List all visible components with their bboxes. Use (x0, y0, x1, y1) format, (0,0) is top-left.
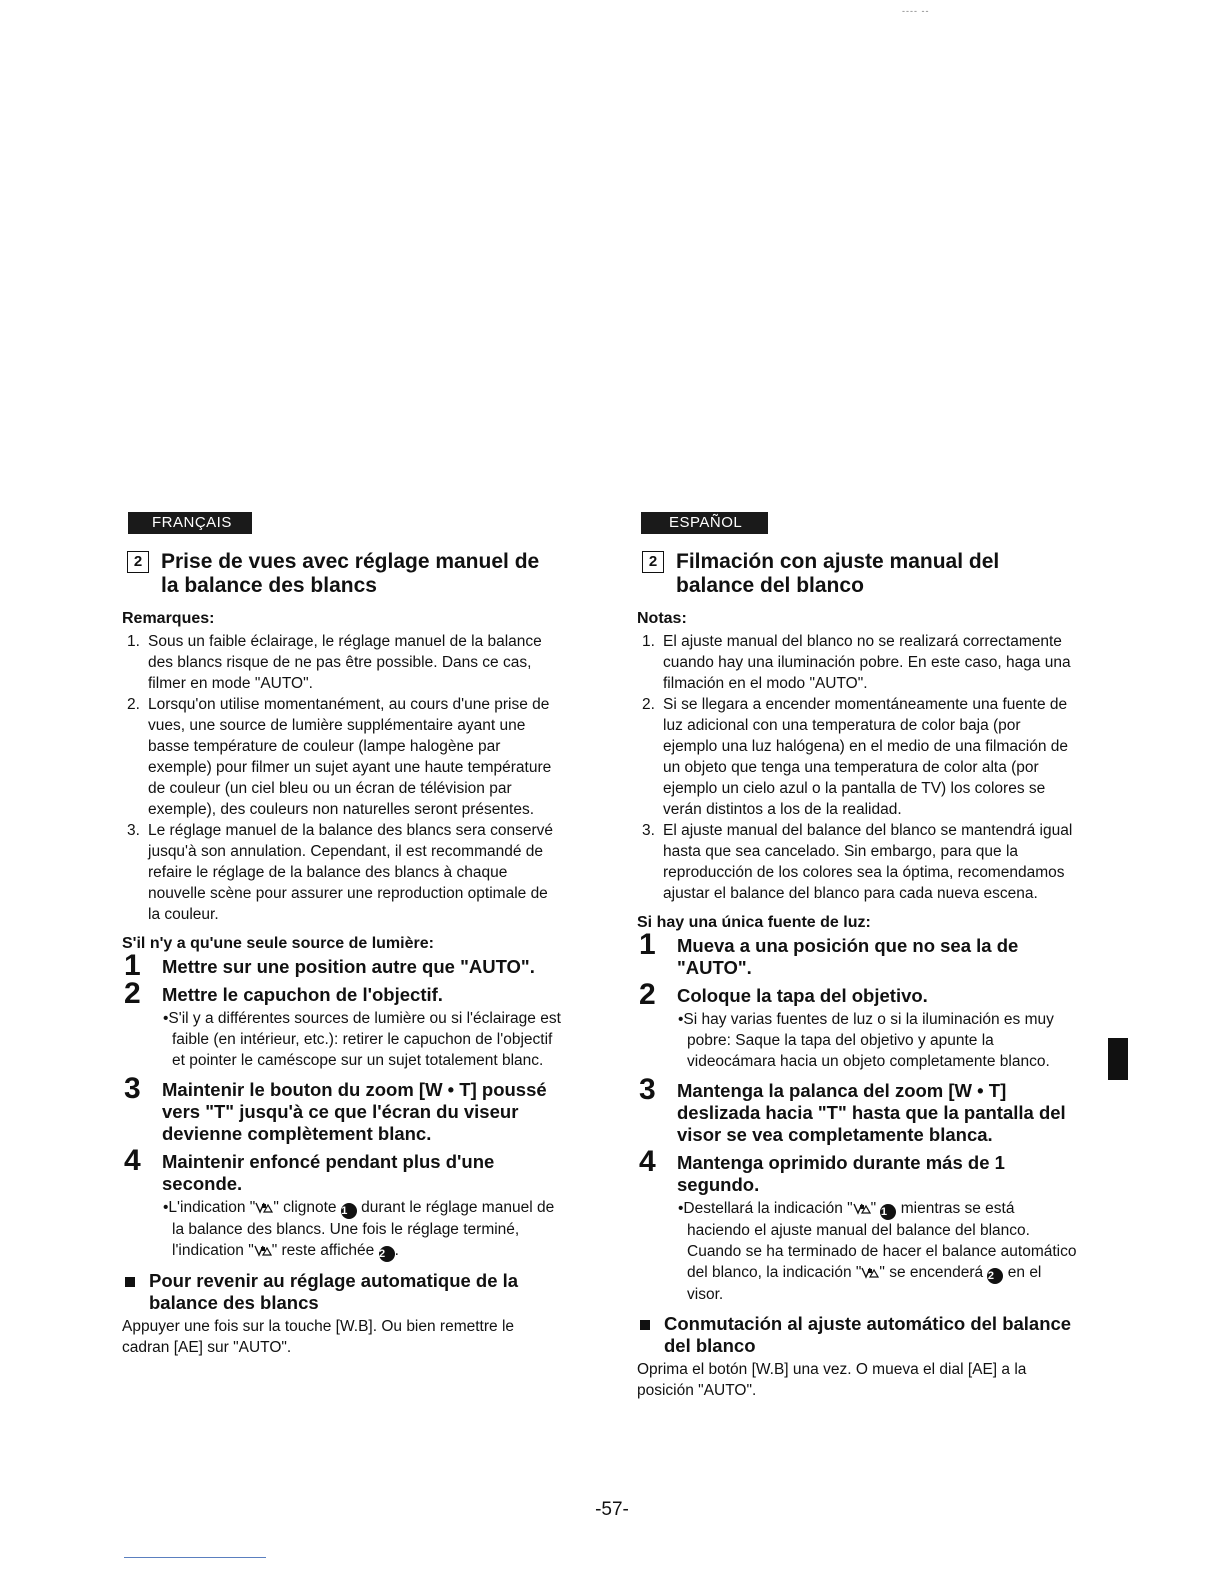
section-title-spanish (637, 550, 1077, 598)
single-source-heading: Si hay una única fuente de luz: (637, 914, 871, 931)
step-number: 2 (639, 978, 656, 1011)
notes-list (637, 631, 1077, 904)
note-item: 3. El ajuste manual del balance del blanco se mantendrá igual hasta que sea cancelado. Sin embargo, para que la reproducción de los colores sea la óptima, recomendamos ajustar el balance del blanco para cada nueva escena. (642, 822, 1073, 902)
step-number: 4 (639, 1145, 656, 1178)
indicator-1-icon: 1 (341, 1203, 357, 1219)
auto-reset-text: Appuyer une fois sur la touche [W.B]. Ou bien remettre le cadran [AE] sur "AUTO". (122, 1318, 515, 1356)
step-text: Mettre le capuchon de l'objectif. (162, 984, 443, 1005)
spanish-column (637, 512, 1077, 1401)
step-number: 3 (124, 1072, 141, 1105)
step-4 (637, 1145, 1077, 1305)
note-item: 2. Si se llegara a encender momentáneamente una fuente de luz adicional con una temperatura de color baja (por ejemplo una luz halógena) en el medio de una filmación de un objeto que tenga una temperatura de color alta (por ejemplo un cielo azul o la pantalla de TV) los colores se verán distintos a los de la realidad. (642, 696, 1068, 818)
step-number: 1 (639, 928, 656, 961)
single-source-heading: S'il n'y a qu'une seule source de lumière: (122, 935, 434, 952)
remarks-heading: Remarques: (122, 610, 215, 627)
step-number: 1 (124, 949, 141, 982)
step-number: 2 (124, 977, 141, 1010)
step-bullet: •S'il y a différentes sources de lumière ou si l'éclairage est faible (en intérieur, etc.): retirer le capuchon de l'objectif et pointer le caméscope sur un sujet totalement blanc. (163, 1010, 561, 1069)
step-3 (637, 1073, 1077, 1146)
step-text: Mantenga la palanca del zoom [W • T] deslizada hacia "T" hasta que la pantalla del visor se vea completamente blanca. (677, 1080, 1066, 1145)
note-item: 1. El ajuste manual del blanco no se realizará correctamente cuando hay una iluminación pobre. En este caso, haga una filmación en el modo "AUTO". (642, 633, 1071, 692)
step-1 (122, 949, 562, 982)
step-text: Maintenir le bouton du zoom [W • T] poussé vers "T" jusqu'à ce que l'écran du viseur devienne complètement blanc. (162, 1079, 547, 1144)
auto-reset-text: Oprima el botón [W.B] una vez. O mueva el dial [AE] a la posición "AUTO". (637, 1361, 1027, 1399)
auto-reset-title: Conmutación al ajuste automático del balance del blanco (664, 1313, 1072, 1356)
white-balance-icon (255, 1201, 273, 1214)
square-bullet-icon (640, 1320, 650, 1330)
white-balance-icon (853, 1202, 871, 1215)
section-number-box: 2 (127, 551, 149, 573)
white-balance-icon (254, 1244, 272, 1257)
step-text: Coloque la tapa del objetivo. (677, 985, 928, 1006)
step-bullet: •Si hay varias fuentes de luz o si la iluminación es muy pobre: Saque la tapa del objetivo y apunte la videocámara hacia un objeto completamente blanco. (678, 1011, 1054, 1070)
language-label-french: FRANÇAIS (128, 512, 252, 534)
step-number: 3 (639, 1073, 656, 1106)
section-title-text: Filmación con ajuste manual del balance del blanco (676, 550, 1000, 597)
step-bullet: •L'indication " " clignote 1 durant le réglage manuel de la balance des blancs. Une fois le réglage terminé, l'indication " " reste affichée 2 . (163, 1199, 555, 1260)
step-text: Mettre sur une position autre que "AUTO". (162, 956, 535, 977)
language-label-spanish: ESPAÑOL (641, 512, 768, 534)
section-title-text: Prise de vues avec réglage manuel de la balance des blancs (161, 550, 540, 597)
step-1 (637, 928, 1077, 979)
indicator-2-icon: 2 (987, 1268, 1003, 1284)
notes-heading: Notas: (637, 610, 687, 627)
step-number: 4 (124, 1144, 141, 1177)
step-text: Mantenga oprimido durante más de 1 segundo. (677, 1152, 1005, 1195)
square-bullet-icon (125, 1277, 135, 1287)
step-2 (122, 977, 562, 1071)
remark-item: 3. Le réglage manuel de la balance des blancs sera conservé jusqu'à son annulation. Cependant, il est recommandé de refaire le réglage de la balance des blancs à chaque nouvelle scène pour assurer une reproduction optimale de la couleur. (127, 822, 553, 923)
bottom-rule (124, 1557, 266, 1558)
scan-marks: ---- -- (902, 6, 930, 16)
remark-item: 1. Sous un faible éclairage, le réglage manuel de la balance des blancs risque de ne pas être possible. Dans ce cas, filmer en mode "AUTO". (127, 633, 542, 692)
auto-reset-section (122, 1270, 562, 1314)
remarks-list (122, 631, 562, 925)
white-balance-icon (861, 1266, 879, 1279)
step-2 (637, 978, 1077, 1072)
indicator-2-icon: 2 (379, 1246, 395, 1262)
remark-item: 2. Lorsqu'on utilise momentanément, au cours d'une prise de vues, une source de lumière supplémentaire ayant une basse température de couleur (lampe halogène par exemple) pour filmer un sujet ayant une haute température de couleur (un ciel bleu ou un écran de télévision par exemple), des couleurs non naturelles seront présentes. (127, 696, 552, 818)
step-3 (122, 1072, 562, 1145)
step-4 (122, 1144, 562, 1262)
page-number: -57- (595, 1499, 629, 1520)
step-bullet: •Destellará la indicación " " 1 mientras se está haciendo el ajuste manual del balance del blanco. Cuando se ha terminado de hacer el balance automático del blanco, la indicación " " se encenderá 2 en el visor. (678, 1200, 1077, 1303)
auto-reset-section (637, 1313, 1077, 1357)
section-title-french (122, 550, 562, 598)
indicator-1-icon: 1 (880, 1204, 896, 1220)
chapter-tab-marker (1108, 1038, 1128, 1080)
step-text: Maintenir enfoncé pendant plus d'une seconde. (162, 1151, 495, 1194)
french-column (122, 512, 562, 1358)
step-text: Mueva a una posición que no sea la de "AUTO". (677, 935, 1019, 978)
auto-reset-title: Pour revenir au réglage automatique de la balance des blancs (149, 1270, 519, 1313)
section-number-box: 2 (642, 551, 664, 573)
